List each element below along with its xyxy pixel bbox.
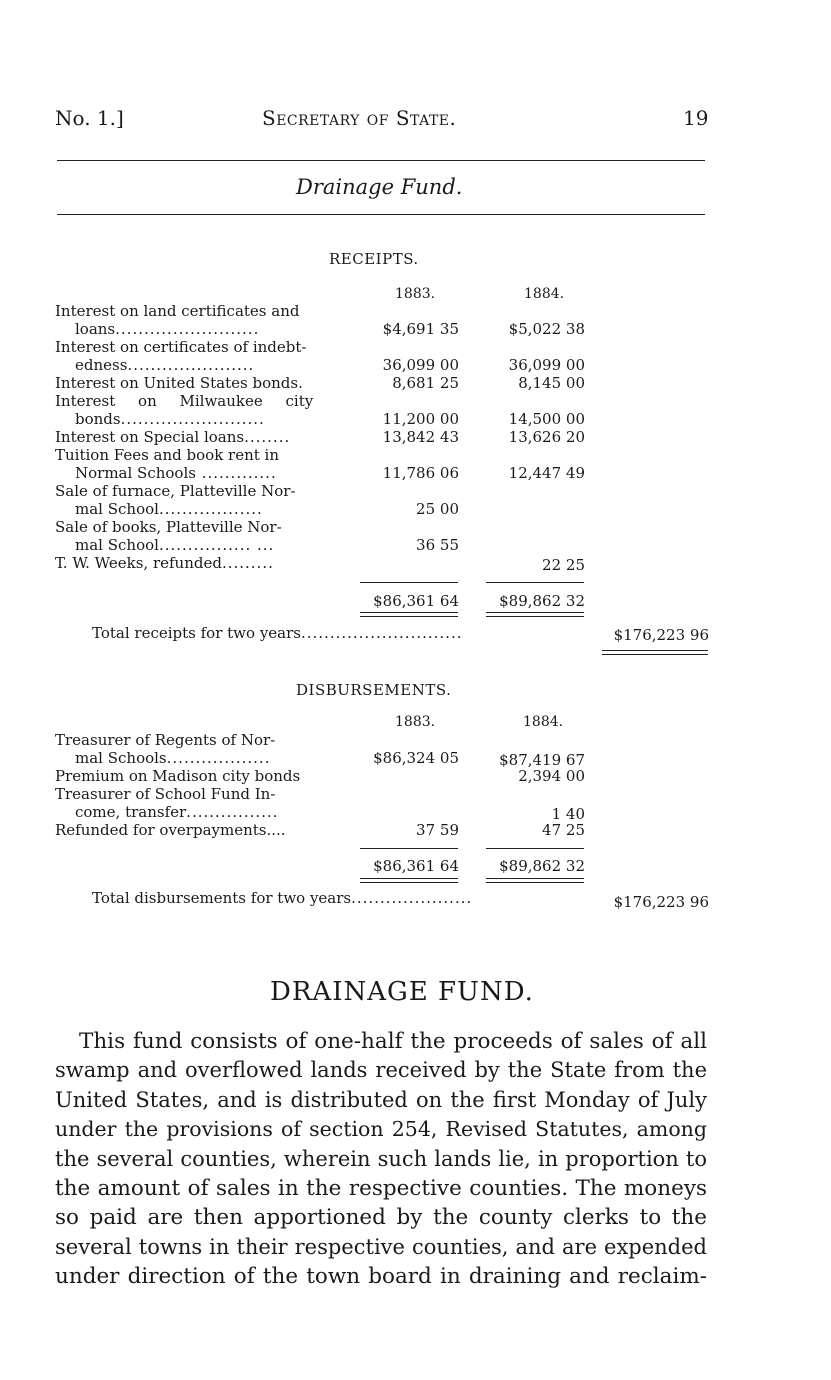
receipt-value-1883: 11,200 00	[382, 410, 459, 428]
receipts-two-year-row: Total receipts for two years............................	[92, 624, 463, 642]
label-line: Refunded for overpayments....	[55, 821, 286, 839]
disbursement-value-1884: $87,419 67	[499, 751, 585, 769]
disbursement-value-1884: 1 40	[551, 805, 585, 823]
receipts-sum-line-1883	[360, 582, 458, 583]
label-line: Interest on land certificates and	[55, 302, 300, 320]
label-line: T. W. Weeks, refunded	[55, 554, 222, 572]
paragraph-line: several towns in their respective counties, and are expended	[55, 1234, 707, 1259]
receipt-label: Interest on certificates of indebt- edness......................	[55, 338, 342, 374]
label-line: Interest on certificates of indebt-	[55, 338, 307, 356]
receipts-total-1884: $89,862 32	[499, 592, 585, 610]
receipt-value-1884: 13,626 20	[508, 428, 585, 446]
disbursements-two-year-label: Total disbursements for two years	[92, 889, 352, 907]
label-line: bonds	[75, 410, 121, 428]
label-line: loans	[75, 320, 116, 338]
disbursements-year-1884: 1884.	[523, 714, 564, 730]
receipt-label: Sale of books, Platteville Nor- mal School................ ...	[55, 518, 345, 554]
disbursement-label: Treasurer of School Fund In- come, transfer................	[55, 785, 345, 821]
disbursements-sum-line-1884	[486, 848, 584, 849]
label-line: mal Schools	[75, 749, 167, 767]
label-line: Premium on Madison city bonds	[55, 767, 301, 785]
title-rule	[57, 214, 705, 215]
receipts-two-year-label: Total receipts for two years	[92, 624, 301, 642]
paragraph-line: United States, and is distributed on the first Monday of July	[55, 1087, 707, 1112]
receipts-total-1883: $86,361 64	[373, 592, 459, 610]
disbursement-value-1884: 47 25	[542, 821, 585, 839]
receipt-label: Interest on Milwaukee city bonds.........................	[55, 392, 342, 428]
receipt-value-1884: 12,447 49	[508, 464, 585, 482]
receipt-label	[55, 374, 345, 392]
paragraph-line: the amount of sales in the respective counties. The moneys	[55, 1176, 707, 1202]
receipt-value-1884: 8,145 00	[518, 374, 585, 392]
label-line: edness	[75, 356, 128, 374]
paragraph-line: so paid are then apportioned by the county clerks to the	[55, 1205, 707, 1231]
receipt-label: Tuition Fees and book rent in Normal Schools .............	[55, 446, 345, 482]
label-line: Treasurer of Regents of Nor-	[55, 731, 276, 749]
receipt-value-1883: $4,691 35	[382, 320, 459, 338]
receipt-label: Sale of furnace, Platteville Nor- mal School..................	[55, 482, 345, 518]
disbursements-double-rule-1883	[360, 878, 458, 883]
label-line: Treasurer of School Fund In-	[55, 785, 276, 803]
label-line: Interest on Special loans	[55, 428, 245, 446]
label-line: Sale of furnace, Platteville Nor-	[55, 482, 296, 500]
receipts-two-year-total: $176,223 96	[613, 626, 709, 644]
receipts-heading: RECEIPTS.	[329, 250, 419, 268]
receipt-label: Interest on land certificates and loans.........................	[55, 302, 342, 338]
disbursements-sum-line-1883	[360, 848, 458, 849]
receipt-value-1883: 13,842 43	[382, 428, 459, 446]
paragraph-line: under direction of the town board in draining and reclaim-	[55, 1264, 707, 1290]
receipt-value-1884: $5,022 38	[508, 320, 585, 338]
disbursement-value-1883: $86,324 05	[373, 749, 459, 767]
receipts-sum-line-1884	[486, 582, 584, 583]
receipt-label: T. W. Weeks, refunded.........	[55, 554, 274, 572]
paragraph-line: the several counties, wherein such lands lie, in proportion to	[55, 1146, 707, 1171]
receipt-value-1883: 36,099 00	[382, 356, 459, 374]
receipts-year-1883: 1883.	[395, 286, 436, 302]
disbursements-two-year-total: $176,223 96	[613, 893, 709, 911]
running-head-title: Secretary of State.	[262, 106, 457, 130]
disbursement-label: Treasurer of Regents of Nor- mal Schools..................	[55, 731, 345, 767]
receipts-grand-double-rule	[602, 650, 708, 655]
disbursement-value-1884: 2,394 00	[518, 767, 585, 785]
receipt-value-1884: 22 25	[542, 556, 585, 574]
page-number: 19	[683, 106, 709, 130]
body-heading: DRAINAGE FUND.	[270, 977, 534, 1007]
paragraph-line: under the provisions of section 254, Revised Statutes, among	[55, 1117, 707, 1142]
label-line: come, transfer	[75, 803, 187, 821]
section-title: Drainage Fund.	[296, 175, 463, 199]
paragraph-line: This fund consists of one-half the proceeds of sales of all	[79, 1029, 707, 1054]
disbursements-total-1884: $89,862 32	[499, 857, 585, 875]
receipt-value-1883: 36 55	[416, 536, 459, 554]
label-line: mal School	[75, 500, 159, 518]
label-line: mal School	[75, 536, 159, 554]
receipt-value-1883: 11,786 06	[382, 464, 459, 482]
receipts-double-rule-1884	[486, 612, 584, 617]
receipt-value-1883: 8,681 25	[392, 374, 459, 392]
disbursement-value-1883: 37 59	[416, 821, 459, 839]
receipts-double-rule-1883	[360, 612, 458, 617]
running-head-left: No. 1.]	[55, 106, 124, 130]
disbursements-year-1883: 1883.	[395, 714, 436, 730]
disbursements-heading: DISBURSEMENTS.	[296, 681, 452, 699]
label-line: Sale of books, Platteville Nor-	[55, 518, 282, 536]
body-paragraph	[55, 1027, 707, 1292]
disbursements-two-year-row: Total disbursements for two years.....................	[92, 889, 473, 907]
disbursements-total-1883: $86,361 64	[373, 857, 459, 875]
disbursements-double-rule-1884	[486, 878, 584, 883]
disbursement-label	[55, 821, 345, 839]
label-line: Interest on United States bonds.	[55, 374, 303, 392]
receipt-value-1884: 36,099 00	[508, 356, 585, 374]
disbursement-label	[55, 767, 345, 785]
receipt-label: Interest on Special loans........	[55, 428, 291, 446]
label-line: Interest on Milwaukee city	[55, 392, 314, 410]
label-line: Tuition Fees and book rent in	[55, 446, 280, 464]
label-line: Normal Schools	[75, 464, 196, 482]
top-rule	[57, 160, 705, 161]
paragraph-line: swamp and overflowed lands received by the State from the	[55, 1058, 707, 1083]
receipt-value-1883: 25 00	[416, 500, 459, 518]
receipt-value-1884: 14,500 00	[508, 410, 585, 428]
receipts-year-1884: 1884.	[524, 286, 565, 302]
